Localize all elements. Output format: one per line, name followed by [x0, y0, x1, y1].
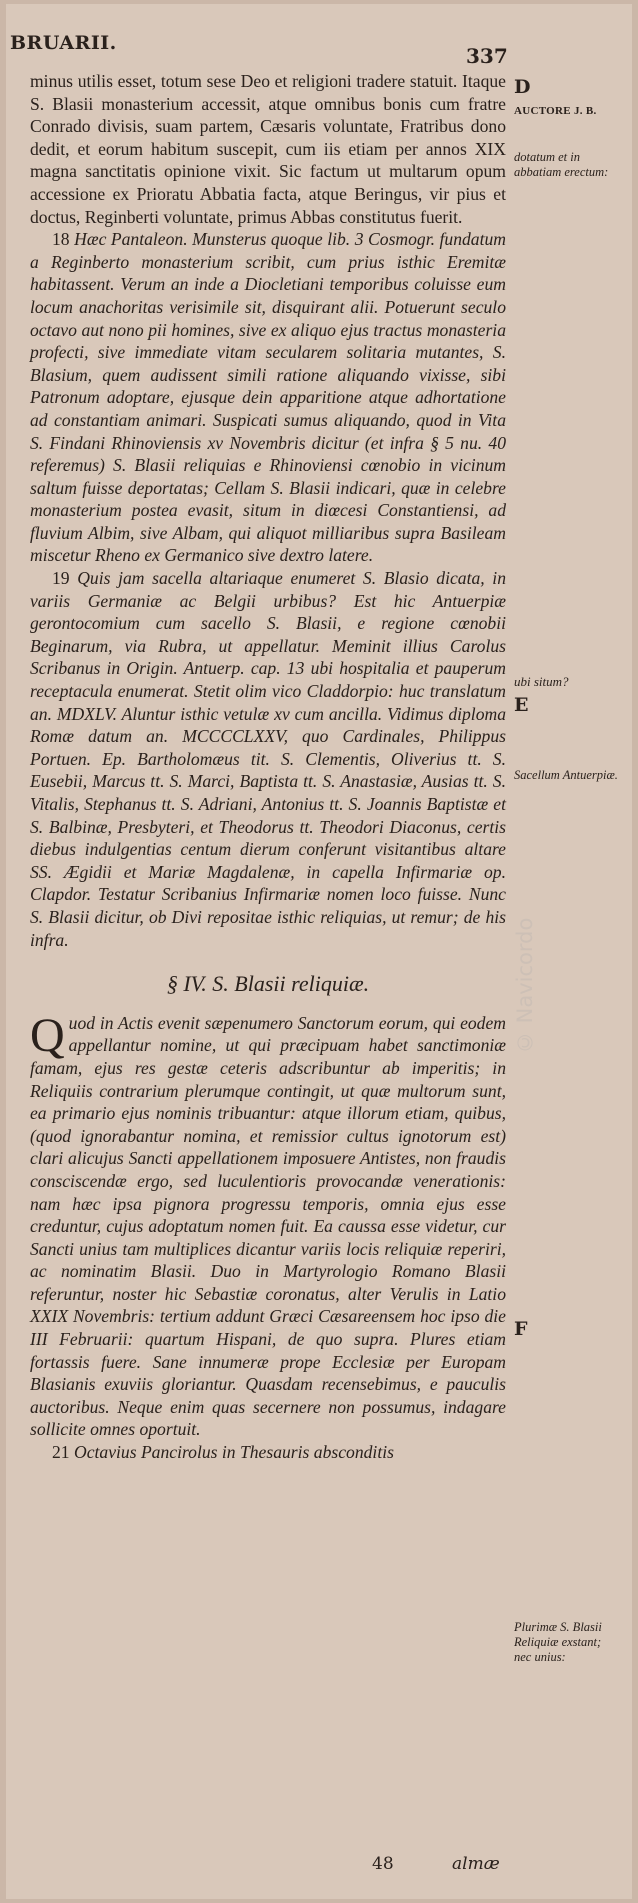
- signature-mark: 48: [372, 1854, 394, 1874]
- paragraph-text: uod in Actis evenit sæpenumero Sanctorum eorum, qui eodem appellantur nomine, ut qui præcipuam habet sanctimoniæ famam, ejus res gestæ ceteris adscribuntur ab imperitis; in Reliquiis contrarium plerumque contingit, ut quæ multorum sunt, ea primario ejus nominis tribuantur: atque illorum etiam, quibus, (quod ignorabantur nomina, et remissior cultus ignotorum est) clari alicujus Sancti appellationem imposuere Antistes, non fraudis consciscendæ ergo, sed luculentioris provocandæ venerationis: nam hæc ipsa pignora progressu temporis, omnia ejus esse creduntur, cujus adoptatum nomen fuit. Ea caussa esse videtur, cur Sancti unius tam multiplices dicantur variis locis reliquiæ reperiri, ac nominatim Blasii. Duo in Martyrologio Romano Blasii referuntur, noster hic Sebastiæ coronatus, alter Verulis in Latio XXIX Novembris: tertium addunt Græci Cæsareensem hoc ipso die III Februarii: quartum Hispani, de quo supra. Plures etiam fortassis fuere. Sane innumeræ prope Ecclesiæ per Europam Blasianis exuviis gloriantur. Quasdam recensebimus, e pauculis auctoribus. Neque enim quas secernere non possumus, indagare sollicite omnes oportuit.: [30, 1012, 506, 1440]
- side-note-plurimae: Plurimæ S. Blasii Reliquiæ exstant; nec unius:: [514, 1620, 602, 1664]
- paragraph-number: 21: [52, 1442, 70, 1463]
- paragraph-20: [30, 1008, 506, 1441]
- margin-letter-e: E: [514, 694, 529, 716]
- paragraph-19: [30, 567, 506, 951]
- document-page: [6, 4, 632, 1899]
- paragraph-21: [30, 1441, 506, 1464]
- paragraph-text: Octavius Pancirolus in Thesauris absconditis: [74, 1442, 394, 1463]
- paragraph-continuation: minus utilis esset, totum sese Deo et religioni tradere statuit. Itaque S. Blasii monasterium accessit, atque omnibus bonis cum fratre Conrado divisis, suam partem, Cæsaris voluntate, Fratribus dono dedit, et eorum habitum suscepit, cum iis etiam per annos XIX magna sanctitatis opinione vixit. Sic factum ut multarum opum accessione ex Prioratu Abbatia facta, atque Beringus, vir pius et doctus, Reginberti voluntate, primus Abbas constitutus fuerit.: [30, 71, 506, 227]
- watermark: © Navicordo: [513, 917, 537, 1054]
- catchword: almæ: [452, 1854, 500, 1874]
- paragraph-text: Hæc Pantaleon. Munsterus quoque lib. 3 Cosmogr. fundatum a Reginberto monasterium scribit, cum prius isthic Eremitæ habitassent. Verum an inde a Diocletiani temporibus coluisse eum locum anachoritas verisimile sit, disquirant alii. Potuerunt seculo octavo aut nono pii homines, sive ex aliquo ejus tractus monasteria profecti, sive immediate vitam secularem solitaria mutantes, S. Blasium, quem audissent simili ratione aliquando vixisse, sibi Patronum adoptare, ejusque dein apparitione atque adhortatione ad constantiam animari. Suspicati sumus aliquando, quod in Vita S. Findani Rhinoviensis xv Novembris dicitur (et infra § 5 nu. 40 referemus) S. Blasii reliquias e Rhinoviensi cœnobio in vicinum saltum fuisse deportatas; Cellam S. Blasii indicari, quæ in celebre monasterium postea evasit, situm in diœcesi Constantiensi, ad fluvium Albim, sive Albam, qui aliquot milliaribus supra Basileam miscetur Rheno ex Germanico sive dextro latere.: [30, 229, 506, 566]
- paragraph-number: 19: [52, 568, 70, 589]
- paragraph-18: [30, 228, 506, 567]
- margin-letter-d: D: [514, 76, 531, 98]
- side-note-sacellum: Sacellum Antuerpiæ.: [514, 768, 618, 782]
- side-note-dotatum: dotatum et in abbatiam erectum:: [514, 150, 609, 179]
- page-number: 337: [466, 44, 508, 68]
- paragraph-text: Quis jam sacella altariaque enumeret S. Blasio dicata, in variis Germaniæ ac Belgii urbibus? Est hic Antuerpiæ gerontocomium cum sacello S. Blasii, e regione cœnobii Beginarum, via Rubra, ut appellatur. Meminit illius Carolus Scribanus in Origin. Antuerp. cap. 13 ubi hospitalia et pauperum receptacula enumerat. Stetit olim vico Claddorpio: huc translatum an. MDXLV. Aluntur isthic vetulæ xv cum ancilla. Vidimus diploma Romæ datum an. MCCCCLXXV, quo Cardinales, Philippus Portuen. Ep. Bartholomæus tit. S. Clementis, Oliverius tt. S. Eusebii, Marcus tt. S. Marci, Baptista tt. S. Anastasiæ, Ausias tt. S. Vitalis, Stephanus tt. S. Adriani, Antonius tt. S. Joannis Baptistæ et S. Balbinæ, Presbyteri, et Theodorus tt. Theodori Diaconus, certis diebus indulgentias centum dierum conferunt visitantibus altare SS. Ægidii et Mariæ Magdalenæ, in capella Infirmariæ op. Clapdor. Testatur Scribanius Infirmariæ nomen loco fuisse. Nunc S. Blasii dicitur, ob Divi repositae isthic reliquias, ut remur; de his infra.: [30, 568, 506, 950]
- section-heading: § IV. S. Blasii reliquiæ.: [166, 971, 370, 997]
- margin-letter-f: F: [514, 1318, 528, 1340]
- side-note-auctore: AUCTORE J. B.: [514, 105, 597, 117]
- main-text-column: [30, 70, 506, 1464]
- running-head: BRUARII.: [10, 32, 117, 54]
- drop-cap: Q: [30, 1008, 65, 1062]
- paragraph-number: 18: [52, 229, 70, 250]
- side-note-ubi-situm: ubi situm?: [514, 674, 569, 689]
